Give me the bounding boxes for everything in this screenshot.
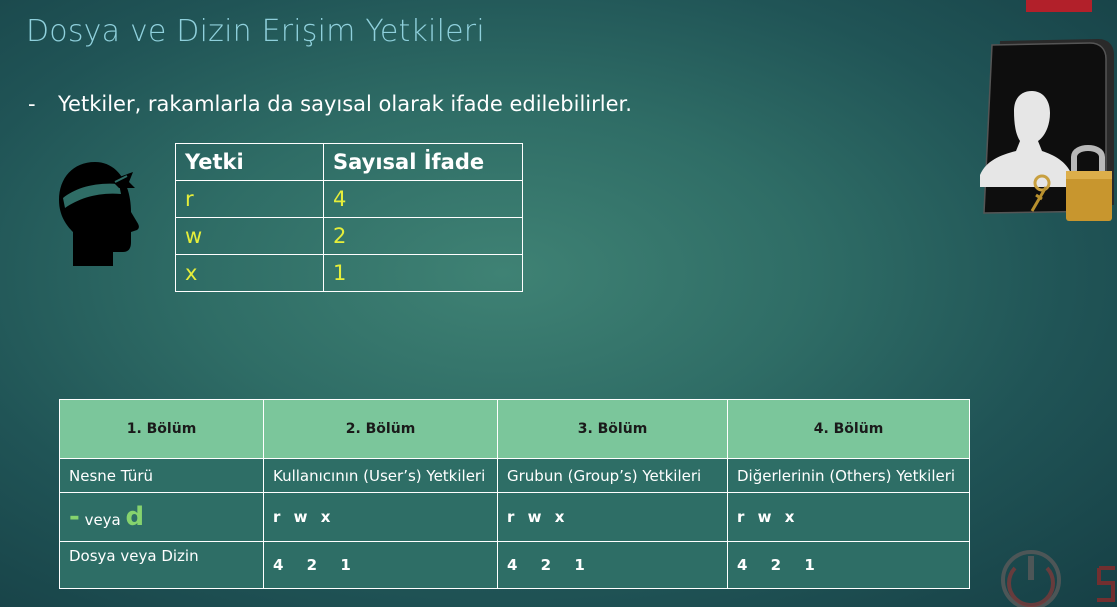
permission-table	[175, 143, 523, 292]
cell-user-421: 4 2 1	[264, 542, 498, 589]
header-yetki: Yetki	[176, 144, 324, 181]
dash-symbol: -	[69, 502, 80, 532]
cell-nesne-turu: Nesne Türü	[60, 459, 264, 493]
head-icon	[55, 158, 141, 268]
table-row	[60, 459, 970, 493]
bullet-text: Yetkiler, rakamlarla da sayısal olarak ifade edilebilirler.	[58, 92, 632, 116]
cell-user-perms: Kullanıcının (User’s) Yetkileri	[264, 459, 498, 493]
cell-group-rwx: r w x	[498, 493, 728, 542]
folder-lock-icon	[970, 35, 1117, 225]
cell-others-rwx: r w x	[728, 493, 970, 542]
perm-cell: w	[176, 218, 324, 255]
slide-title: Dosya ve Dizin Erişim Yetkileri	[26, 14, 485, 49]
bullet-line	[28, 92, 632, 116]
table-row	[176, 255, 523, 292]
cell-others-perms: Diğerlerinin (Others) Yetkileri	[728, 459, 970, 493]
header-bolum-2: 2. Bölüm	[264, 400, 498, 459]
value-cell: 1	[324, 255, 523, 292]
cell-group-421: 4 2 1	[498, 542, 728, 589]
veya-text: veya	[84, 511, 121, 529]
perm-cell: x	[176, 255, 324, 292]
cell-type-symbols	[60, 493, 264, 542]
bullet-marker: -	[28, 92, 36, 116]
header-bolum-4: 4. Bölüm	[728, 400, 970, 459]
table-row	[176, 218, 523, 255]
top-red-bar	[1026, 0, 1092, 12]
table-row	[60, 542, 970, 589]
cell-dosya-veya-dizin: Dosya veya Dizin	[60, 542, 264, 589]
parts-header-row	[60, 400, 970, 459]
value-cell: 4	[324, 181, 523, 218]
cell-others-421: 4 2 1	[728, 542, 970, 589]
permission-table-header	[176, 144, 523, 181]
header-bolum-1: 1. Bölüm	[60, 400, 264, 459]
header-bolum-3: 3. Bölüm	[498, 400, 728, 459]
power-logo-icon	[995, 538, 1117, 607]
perm-cell: r	[176, 181, 324, 218]
d-symbol: d	[125, 502, 149, 532]
header-sayisal-ifade: Sayısal İfade	[324, 144, 523, 181]
table-row	[60, 493, 970, 542]
cell-group-perms: Grubun (Group’s) Yetkileri	[498, 459, 728, 493]
cell-user-rwx: r w x	[264, 493, 498, 542]
parts-table	[59, 399, 970, 589]
value-cell: 2	[324, 218, 523, 255]
table-row	[176, 181, 523, 218]
